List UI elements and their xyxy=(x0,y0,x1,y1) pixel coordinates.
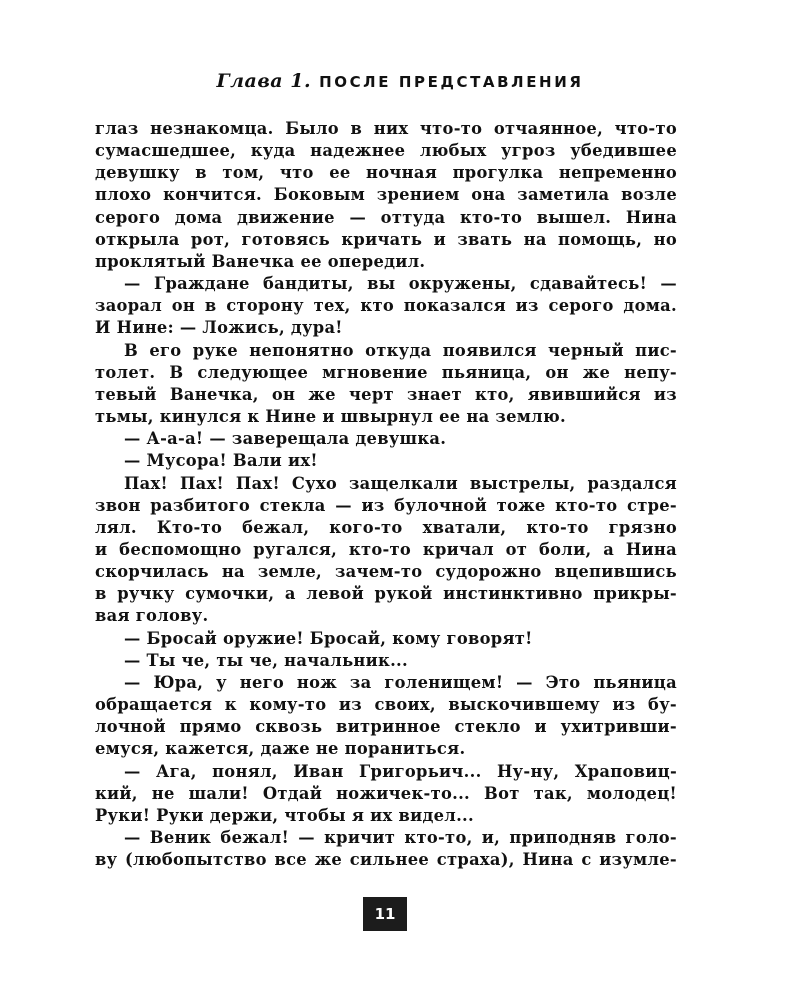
text-line: обращается к кому-то из своих, выскочившему из бу- xyxy=(95,695,677,715)
text-line: заорал он в сторону тех, кто показался из серого дома. xyxy=(95,296,677,316)
page-number: 11 xyxy=(363,897,407,931)
text-line: — Юра, у него нож за голенищем! — Это пьяница xyxy=(124,672,677,692)
text-line: — Веник бежал! — кричит кто-то, и, приподняв голо- xyxy=(124,828,677,847)
text-line: глаз незнакомца. Было в них что-то отчаянное, что-то xyxy=(95,119,677,138)
text-line: вая голову. xyxy=(95,606,209,626)
body-text xyxy=(95,118,677,871)
text-line: ву (любопытство все же сильнее страха), Нина с изумле- xyxy=(95,850,677,870)
text-line: В его руке непонятно откуда появился черный пис- xyxy=(124,340,677,360)
text-line: — Бросай оружие! Бросай, кому говорят! xyxy=(124,628,533,648)
text-line: звон разбитого стекла — из булочной тоже кто-то стре- xyxy=(95,495,677,515)
text-line: И Нине: — Ложись, дура! xyxy=(95,318,343,338)
text-line: Пах! Пах! Пах! Сухо защелкали выстрелы, раздался xyxy=(124,473,677,493)
text-line: сумасшедшее, куда надежнее любых угроз убедившее xyxy=(95,141,677,161)
text-line: — Ты че, ты че, начальник... xyxy=(124,650,408,670)
text-line: — А-а-а! — заверещала девушка. xyxy=(124,429,447,449)
text-line: и беспомощно ругался, кто-то кричал от боли, а Нина xyxy=(95,539,677,559)
text-line: открыла рот, готовясь кричать и звать на помощь, но xyxy=(95,229,677,249)
text-line: емуся, кажется, даже не пораниться. xyxy=(95,739,466,759)
text-line: лочной прямо сквозь витринное стекло и ухитривши- xyxy=(95,717,677,737)
text-line: проклятый Ванечка ее опередил. xyxy=(95,251,426,271)
text-line: в ручку сумочки, а левой рукой инстинктивно прикры- xyxy=(95,584,677,604)
chapter-title: ПОСЛЕ ПРЕДСТАВЛЕНИЯ xyxy=(319,73,584,91)
text-line: кий, не шали! Отдай ножичек-то... Вот так, молодец! xyxy=(95,783,677,803)
text-line: толет. В следующее мгновение пьяница, он же непу- xyxy=(95,362,677,382)
text-line: серого дома движение — оттуда кто-то вышел. Нина xyxy=(95,207,677,227)
text-line: лял. Кто-то бежал, кого-то хватали, кто-то грязно xyxy=(95,517,677,537)
text-line: плохо кончится. Боковым зрением она заметила возле xyxy=(95,185,677,205)
text-line: — Ага, понял, Иван Григорьич... Ну-ну, Храповиц- xyxy=(124,761,677,781)
text-line: — Мусора! Вали их! xyxy=(124,451,318,471)
text-line: скорчилась на земле, зачем-то судорожно вцепившись xyxy=(95,562,677,582)
running-header xyxy=(0,70,800,92)
text-line: тьмы, кинулся к Нине и швырнул ее на землю. xyxy=(95,407,566,427)
text-line: — Граждане бандиты, вы окружены, сдавайтесь! — xyxy=(124,274,677,294)
text-line: девушку в том, что ее ночная прогулка непременно xyxy=(95,163,677,183)
text-line: Руки! Руки держи, чтобы я их видел... xyxy=(95,805,474,825)
text-line: тевый Ванечка, он же черт знает кто, явившийся из xyxy=(95,384,677,404)
chapter-label: Глава 1. xyxy=(216,70,312,92)
